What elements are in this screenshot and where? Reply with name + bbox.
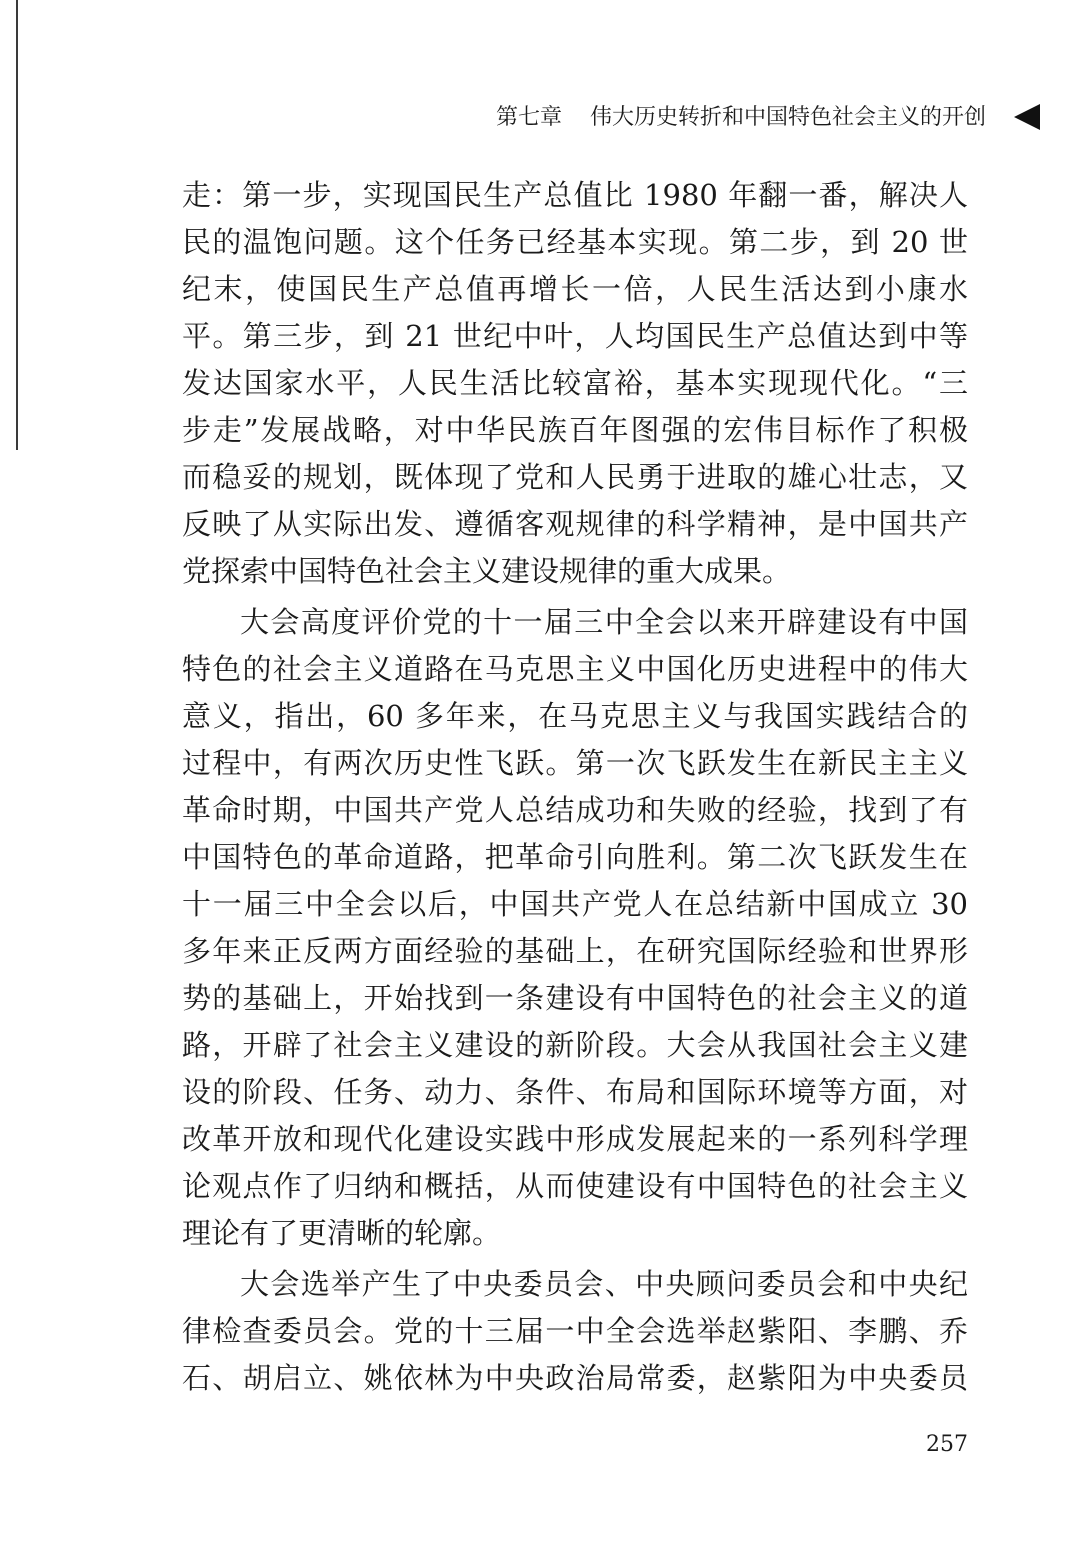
binding-edge-line: [16, 0, 18, 450]
text-line: 论观点作了归纳和概括，从而使建设有中国特色的社会主义: [182, 1169, 968, 1203]
text-line: 律检查委员会。党的十三届一中全会选举赵紫阳、李鹏、乔: [182, 1314, 968, 1348]
text-line: 路，开辟了社会主义建设的新阶段。大会从我国社会主义建: [182, 1028, 968, 1062]
text-line: 大会高度评价党的十一届三中全会以来开辟建设有中国: [240, 605, 968, 639]
text-line: 走：第一步，实现国民生产总值比 1980 年翻一番，解决人: [182, 178, 968, 212]
text-line: 步走”发展战略，对中华民族百年图强的宏伟目标作了积极: [182, 413, 968, 447]
text-line: 石、胡启立、姚依林为中央政治局常委，赵紫阳为中央委员: [182, 1361, 968, 1395]
text-line: 大会选举产生了中央委员会、中央顾问委员会和中央纪: [240, 1267, 968, 1301]
text-line: 设的阶段、任务、动力、条件、布局和国际环境等方面，对: [182, 1075, 968, 1109]
text-line: 民的温饱问题。这个任务已经基本实现。第二步，到 20 世: [182, 225, 968, 259]
text-line: 理论有了更清晰的轮廓。: [182, 1216, 502, 1250]
text-line: 改革开放和现代化建设实践中形成发展起来的一系列科学理: [182, 1122, 968, 1156]
text-line: 十一届三中全会以后，中国共产党人在总结新中国成立 30: [182, 887, 968, 921]
text-line: 革命时期，中国共产党人总结成功和失败的经验，找到了有: [182, 793, 968, 827]
running-header: [496, 100, 986, 131]
text-line: 特色的社会主义道路在马克思主义中国化历史进程中的伟大: [182, 652, 968, 686]
paragraph: [182, 1261, 968, 1402]
text-line: 发达国家水平，人民生活比较富裕，基本实现现代化。“三: [182, 366, 968, 400]
paragraph: [182, 599, 968, 1257]
text-line: 党探索中国特色社会主义建设规律的重大成果。: [182, 554, 792, 588]
chapter-title: 伟大历史转折和中国特色社会主义的开创: [589, 105, 986, 130]
text-line: 平。第三步，到 21 世纪中叶，人均国民生产总值达到中等: [182, 319, 968, 353]
body-text: [182, 172, 968, 1402]
text-line: 多年来正反两方面经验的基础上，在研究国际经验和世界形: [182, 934, 968, 968]
text-line: 纪末，使国民生产总值再增长一倍，人民生活达到小康水: [182, 272, 968, 306]
text-line: 反映了从实际出发、遵循客观规律的科学精神，是中国共产: [182, 507, 968, 541]
text-line: 意义，指出，60 多年来，在马克思主义与我国实践结合的: [182, 699, 968, 733]
left-triangle-icon: [1014, 104, 1040, 130]
text-line: 过程中，有两次历史性飞跃。第一次飞跃发生在新民主主义: [182, 746, 968, 780]
page-number: 257: [926, 1432, 968, 1457]
text-line: 而稳妥的规划，既体现了党和人民勇于进取的雄心壮志，又: [182, 460, 968, 494]
text-line: 中国特色的革命道路，把革命引向胜利。第二次飞跃发生在: [182, 840, 968, 874]
text-line: 势的基础上，开始找到一条建设有中国特色的社会主义的道: [182, 981, 968, 1015]
chapter-label: 第七章: [495, 105, 562, 130]
paragraph: [182, 172, 968, 595]
